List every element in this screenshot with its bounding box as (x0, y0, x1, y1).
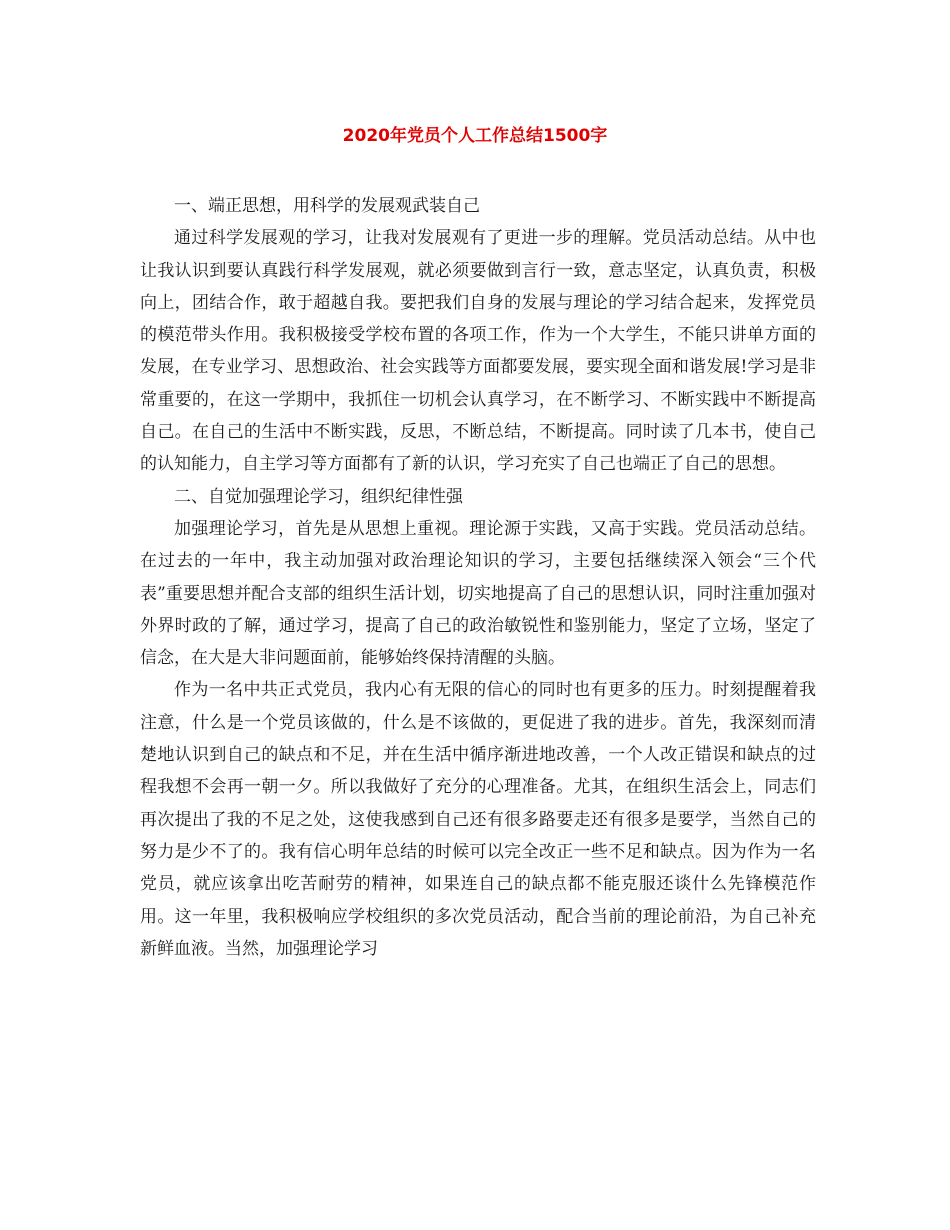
document-title: 2020年党员个人工作总结1500字 (342, 126, 608, 146)
paragraph-2: 加强理论学习，首先是从思想上重视。理论源于实践，又高于实践。党员活动总结。在过去的一年中，我主动加强对政治理论知识的学习，主要包括继续深入领会“三个代表”重要思想并配合支部的组织生活计划，切实地提高了自己的思想认识，同时注重加强对外界时政的了解，通过学习，提高了自己的政治敏锐性和鉴别能力，坚定了立场，坚定了信念，在大是大非问题面前，能够始终保持清醒的头脑。 (140, 518, 816, 669)
section-heading-2: 二、自觉加强理论学习，组织纪律性强 (174, 486, 463, 507)
section-heading-1: 一、端正思想，用科学的发展观武装自己 (174, 196, 480, 216)
paragraph-1: 通过科学发展观的学习，让我对发展观有了更进一步的理解。党员活动总结。从中也让我认识到要认真践行科学发展观，就必须要做到言行一致，意志坚定，认真负责，积极向上，团结合作，敢于超越自我。要把我们自身的发展与理论的学习结合起来，发挥党员的模范带头作用。我积极接受学校布置的各项工作，作为一个大学生，不能只讲单方面的发展，在专业学习、思想政治、社会实践等方面都要发展，要实现全面和谐发展!学习是非常重要的，在这一学期中，我抓住一切机会认真学习，在不断学习、不断实践中不断提高自己。在自己的生活中不断实践，反思，不断总结，不断提高。同时读了几本书，使自己的认知能力，自主学习等方面都有了新的认识，学习充实了自己也端正了自己的思想。 (140, 228, 816, 475)
document-body (140, 190, 816, 965)
paragraph-3: 作为一名中共正式党员，我内心有无限的信心的同时也有更多的压力。时刻提醒着我注意，什么是一个党员该做的，什么是不该做的，更促进了我的进步。首先，我深刻而清楚地认识到自己的缺点和不足，并在生活中循序渐进地改善，一个人改正错误和缺点的过程我想不会再一朝一夕。所以我做好了充分的心理准备。尤其，在组织生活会上，同志们再次提出了我的不足之处，这使我感到自己还有很多路要走还有很多是要学，当然自己的努力是少不了的。我有信心明年总结的时候可以完全改正一些不足和缺点。因为作为一名党员，就应该拿出吃苦耐劳的精神，如果连自己的缺点都不能克服还谈什么先锋模范作用。这一年里，我积极响应学校组织的多次党员活动，配合当前的理论前沿，为自己补充新鲜血液。当然，加强理论学习 (140, 680, 816, 959)
